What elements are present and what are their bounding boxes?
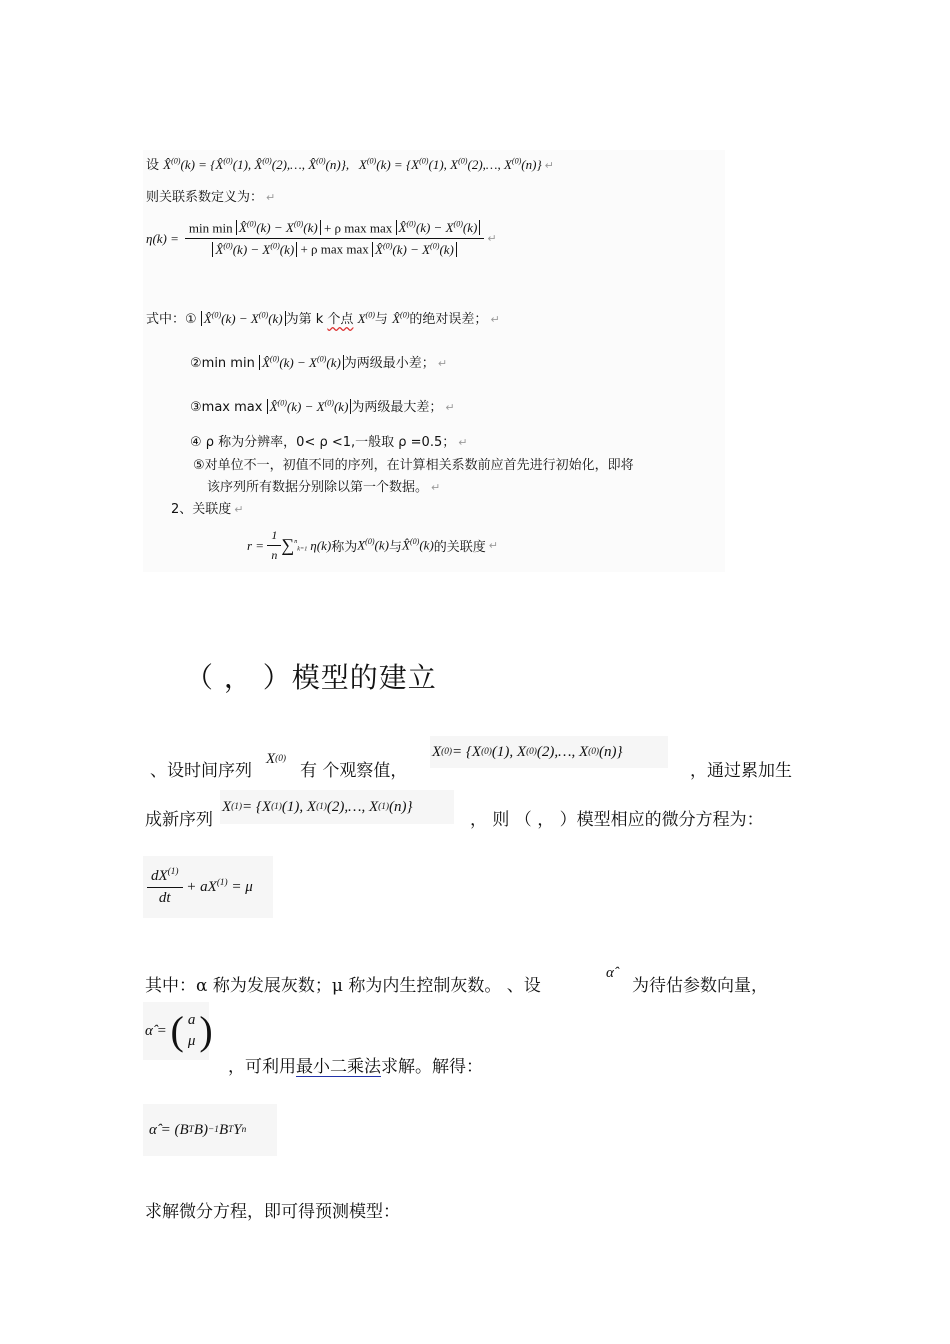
section-heading: （ ， ）模型的建立	[185, 661, 437, 694]
x1-sequence-formula: X (1) = {X (1) (1), X (1) (2),…, X (1) (n)}	[220, 790, 454, 824]
relation-def-text: 则关联系数定义为：	[146, 190, 264, 205]
least-squares-link[interactable]: 最小二乘法	[296, 1057, 381, 1077]
relation-degree-formula: r = $\frac{1}{n}$ ∑ $^n_{k=1}$ η(k) 称为 $X^{(0)}(k)$ 与 X̂$^{(0)}$(k) 的关联度 ↵	[247, 528, 499, 562]
return-mark: ↵	[544, 159, 554, 172]
least-squares-solution: α̂ = (B T B) −1 B T Y n	[143, 1104, 277, 1156]
x0-symbol: X (0)	[266, 750, 287, 767]
para-1-observations: 有 个观察值，	[300, 761, 408, 781]
note-2: ②min min X̂$^{(0)}$(k) − $X^{(0)}(k)$ 为两级最小差； ↵	[190, 354, 448, 371]
section-2-title: 2、关联度 ↵	[171, 502, 244, 517]
x0-sequence-formula: X (0) = {X (0) (1), X (0) (2),…, X (0) (n)}	[430, 736, 668, 768]
note-1: 式中：① X̂$^{(0)}$(k) − $X^{(0)}(k)$ 为第 k 个点 $X^{(0)}$与 X̂$^{(0)}$的绝对误差； ↵	[146, 310, 500, 327]
note-5-line-1: ⑤对单位不一，初值不同的序列，在计算相关系数前应首先进行初始化，即将	[193, 458, 634, 473]
para-4: 求解微分方程，即可得预测模型：	[145, 1202, 400, 1222]
para-3: ，可利用最小二乘法求解。解得：	[228, 1057, 483, 1077]
para-1-line-2b: ， 则 （ ， ）模型相应的微分方程为：	[470, 810, 764, 830]
eta-fraction	[185, 220, 484, 258]
alpha-hat-symbol: α̂	[606, 964, 614, 981]
eta-denominator: X̂$^{(0)}$(k) − $X^{(0)}(k) + \rho$ max max X̂$^{(0)}$(k) − $X^{(0)}(k)$	[208, 239, 461, 257]
para-1-line-2a: 成新序列	[145, 810, 213, 830]
definition-prefix: 设	[146, 158, 160, 173]
note-5-line-2: 该序列所有数据分别除以第一个数据。 ↵	[207, 480, 441, 495]
formula-image	[143, 150, 725, 572]
relation-definition: 则关联系数定义为： ↵	[146, 190, 276, 205]
differential-equation: $\frac{dX^{(1)}}{dt}$ + $aX^{(1)} = \mu$	[143, 856, 273, 918]
para-2: 其中：α 称为发展灰数；μ 称为内生控制灰数。 、设	[145, 976, 541, 996]
para-2-end: 为待估参数向量，	[632, 976, 768, 996]
note-3: ③max max X̂$^{(0)}$(k) − $X^{(0)}(k)$ 为两级最大差； ↵	[190, 398, 455, 415]
alpha-hat-vector: α̂ = ( a μ )	[143, 1002, 209, 1060]
definition-line	[146, 154, 554, 173]
note-4: ④ ρ 称为分辨率，0< ρ <1,一般取 ρ =0.5； ↵	[190, 435, 468, 450]
eta-formula: η(k) = $\frac{\min \min X̂^{(0)}(k) - X^{(0)}(k) + \rho \max \max X̂^{(0)}(k) - X^{(0)}(k)}{X̂^{(0)}(k) - X^{(0)}(k) + \rho \max \max X̂^{(0)}(k) - X^{(0)}(k)}$ ↵	[146, 220, 497, 257]
para-1-accumulate: ，通过累加生	[690, 761, 792, 781]
eta-numerator: min min X̂$^{(0)}$(k) − $X^{(0)}(k) + \rho$ max max X̂$^{(0)}$(k) − $X^{(0)}(k)$	[185, 220, 484, 239]
para-1-line-1: 、设时间序列	[150, 761, 252, 781]
x-hat-sequence: X̂$^{(0)}$(k) = {X̂$^{(0)}$(1), X̂$^{(0)}$(2),…, X̂$^{(0)}$(n)}, $X^{(0)}(k) = \{X^{(0)}(1)$, $X^{(0)}(2),\dots$, $X^{(0)}(n)$}	[163, 156, 542, 172]
eta-lhs: η(k) =	[146, 230, 179, 246]
